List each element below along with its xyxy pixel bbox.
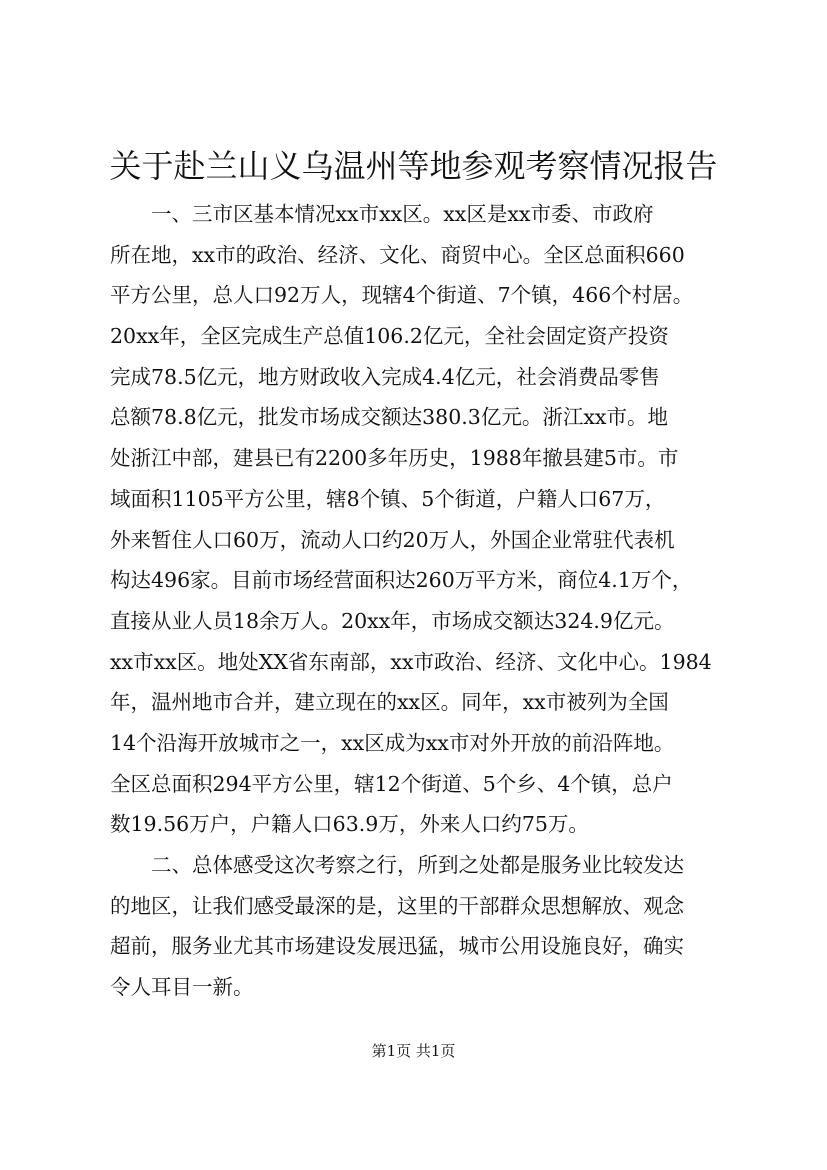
- paragraph-2: [110, 845, 740, 1008]
- text-line: 一、三市区基本情况xx市xx区。xx区是xx市委、市政府: [151, 202, 654, 226]
- text-line: 域面积1105平方公里，辖8个镇、5个街道，户籍人口67万，: [110, 486, 666, 511]
- text-line: 14个沿海开放城市之一，xx区成为xx市对外开放的前沿阵地。: [110, 730, 675, 755]
- text-line: 构达496家。目前市场经营面积达260万平方米，商位4.1万个，: [110, 568, 693, 593]
- text-line: 数19.56万户，户籍人口63.9万，外来人口约75万。: [110, 812, 589, 837]
- text-line: 年，温州地市合并，建立现在的xx区。同年，xx市被列为全国: [110, 690, 669, 715]
- paragraph-1: [110, 194, 740, 845]
- text-line: 直接从业人员18余万人。20xx年，市场成交额达324.9亿元。: [110, 608, 675, 633]
- text-line: 总额78.8亿元，批发市场成交额达380.3亿元。浙江xx市。地: [110, 405, 668, 430]
- text-line: 全区总面积294平方公里，辖12个街道、5个乡、4个镇，总户: [110, 771, 673, 796]
- text-line: 完成78.5亿元，地方财政收入完成4.4亿元，社会消费品零售: [110, 364, 660, 389]
- text-line: 外来暂住人口60万，流动人口约20万人，外国企业常驻代表机: [110, 527, 675, 552]
- text-line: 所在地，xx市的政治、经济、文化、商贸中心。全区总面积660: [110, 242, 685, 267]
- text-line: xx市xx区。地处XX省东南部，xx市政治、经济、文化中心。1984: [110, 649, 712, 674]
- text-line: 20xx年，全区完成生产总值106.2亿元，全社会固定资产投资: [110, 324, 669, 349]
- text-line: 平方公里，总人口92万人，现辖4个街道、7个镇，466个村居。: [110, 283, 694, 308]
- text-line: 令人耳目一新。: [110, 975, 254, 1000]
- text-line: 的地区，让我们感受最深的是，这里的干部群众思想解放、观念: [110, 893, 684, 918]
- text-line: 处浙江中部，建县已有2200多年历史，1988年撤县建5市。市: [110, 446, 679, 471]
- text-line: 二、总体感受这次考察之行，所到之处都是服务业比较发达: [151, 853, 684, 877]
- document-body: [110, 194, 740, 1008]
- document-title: 关于赴兰山义乌温州等地参观考察情况报告: [109, 147, 718, 185]
- page-number-footer: 第1页 共1页: [371, 1042, 456, 1060]
- text-line: 超前，服务业尤其市场建设发展迅猛，城市公用设施良好，确实: [110, 934, 684, 959]
